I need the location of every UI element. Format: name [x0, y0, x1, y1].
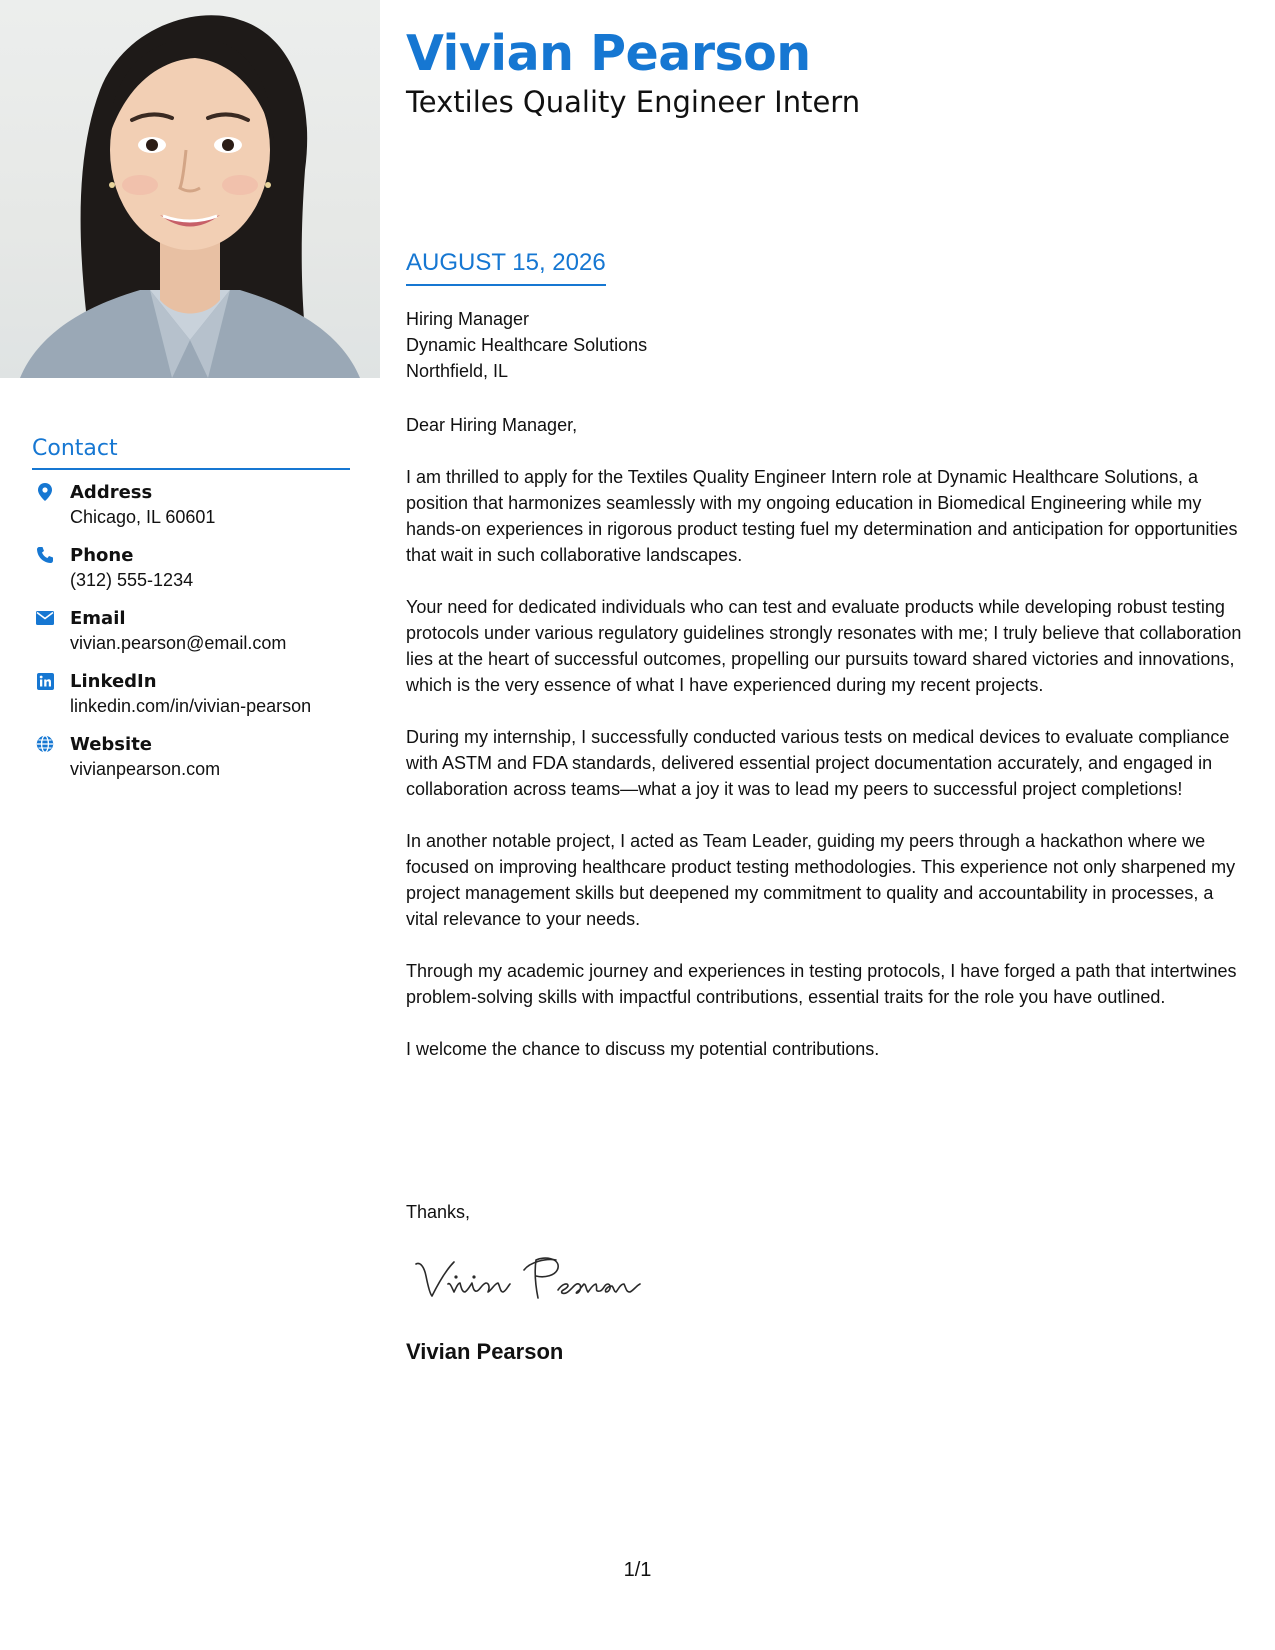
- recipient-location: Northfield, IL: [406, 361, 509, 381]
- email-value[interactable]: vivian.pearson@email.com: [70, 633, 287, 653]
- contact-section: [32, 434, 350, 795]
- letter-paragraph: In another notable project, I acted as Team Leader, guiding my peers through a hackathon where we focused on improving healthcare product testing methodologies. This experience not only sharpened my project management skills but deepened my commitment to quality and accountability in processes, a vital relevance to your needs.: [406, 831, 1236, 929]
- letter-body: [406, 412, 1246, 1088]
- applicant-name: Vivian Pearson: [406, 25, 811, 82]
- closing: Thanks,: [406, 1202, 471, 1222]
- globe-icon: [35, 734, 55, 754]
- contact-label: LinkedIn: [70, 671, 157, 692]
- letter-paragraph: I welcome the chance to discuss my potential contributions.: [406, 1039, 880, 1059]
- applicant-role: Textiles Quality Engineer Intern: [406, 85, 861, 119]
- letter-paragraph: I am thrilled to apply for the Textiles Quality Engineer Intern role at Dynamic Healthcare Solutions, a position that harmonizes seamlessly with my ongoing education in Biomedical Engineering while my hands-on experiences in rigorous product testing fuel my determination and anticipation for opportunities that wait in such collaborative landscapes.: [406, 467, 1238, 565]
- page-number: 1/1: [623, 1559, 652, 1581]
- contact-item-phone: [32, 543, 350, 606]
- contact-label: Website: [70, 734, 153, 755]
- letter-paragraph: Your need for dedicated individuals who can test and evaluate products while developing robust testing protocols under various regulatory guidelines strongly resonates with me; I truly believe that collaboration lies at the heart of successful outcomes, propelling our pursuits toward shared victories and innovations, which is the very essence of what I have experienced during my recent projects.: [406, 597, 1242, 695]
- letter-date: AUGUST 15, 2026: [406, 247, 606, 286]
- location-pin-icon: [35, 482, 55, 502]
- recipient-block: [406, 306, 647, 384]
- contact-heading: Contact: [32, 434, 350, 470]
- address-value: Chicago, IL 60601: [70, 507, 216, 527]
- contact-item-website: [32, 732, 350, 795]
- contact-list: [32, 480, 350, 795]
- recipient-title: Hiring Manager: [406, 309, 530, 329]
- phone-icon: [35, 545, 55, 565]
- website-value[interactable]: vivianpearson.com: [70, 759, 221, 779]
- profile-photo: [0, 0, 380, 378]
- letter-paragraph: During my internship, I successfully conducted various tests on medical devices to evaluate compliance with ASTM and FDA standards, delivered essential project documentation accurately, and engaged in collaboration across teams—what a joy it was to lead my peers to successful project completions!: [406, 727, 1230, 799]
- contact-label: Email: [70, 608, 126, 629]
- email-icon: [35, 608, 55, 628]
- contact-item-email: [32, 606, 350, 669]
- linkedin-value[interactable]: linkedin.com/in/vivian-pearson: [70, 696, 312, 716]
- phone-value: (312) 555-1234: [70, 570, 194, 590]
- contact-item-linkedin: [32, 669, 350, 732]
- signer-name: Vivian Pearson: [406, 1339, 564, 1364]
- salutation: Dear Hiring Manager,: [406, 415, 578, 435]
- linkedin-icon: [35, 671, 55, 691]
- recipient-company: Dynamic Healthcare Solutions: [406, 335, 648, 355]
- contact-label: Address: [70, 482, 153, 503]
- signature: [410, 1250, 670, 1310]
- contact-label: Phone: [70, 545, 134, 566]
- contact-item-address: [32, 480, 350, 543]
- letter-paragraph: Through my academic journey and experiences in testing protocols, I have forged a path that intertwines problem-solving skills with impactful contributions, essential traits for the role you have outlined.: [406, 961, 1237, 1007]
